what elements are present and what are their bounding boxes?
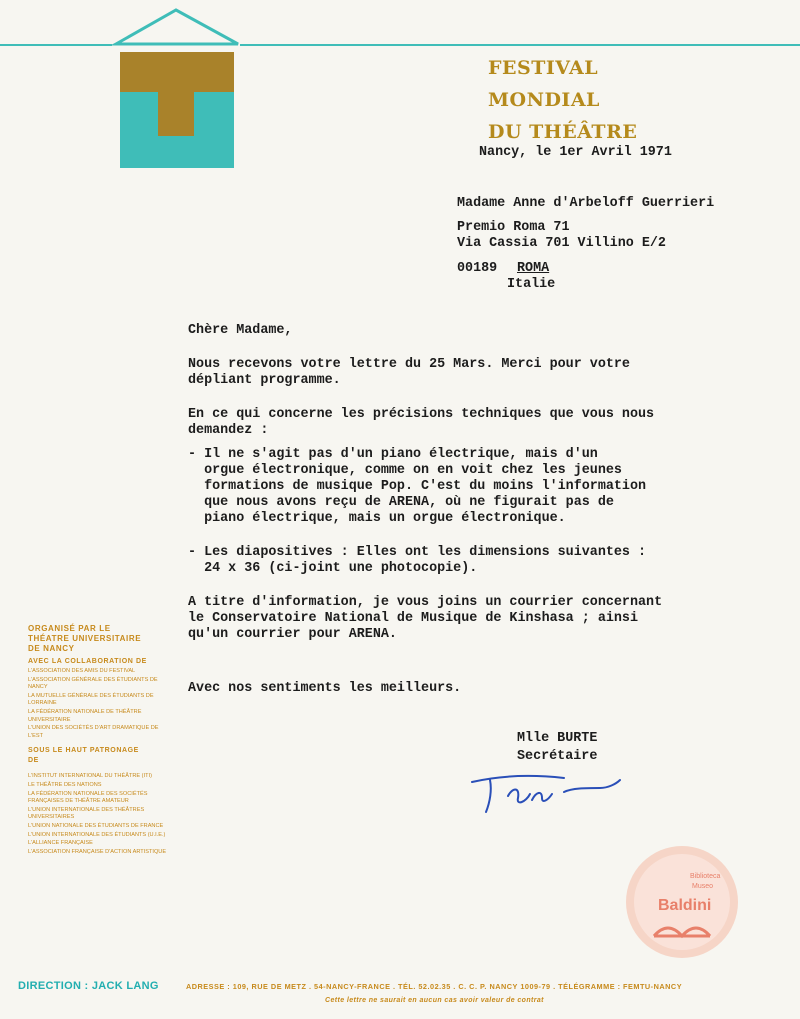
handwritten-signature	[468, 766, 628, 822]
brand-line-2: MONDIAL	[488, 89, 600, 111]
sidebar-patron-item: L'ASSOCIATION FRANÇAISE D'ACTION ARTISTIQUE	[28, 848, 167, 855]
recipient-city: ROMA	[517, 261, 550, 276]
sidebar-title-organised-2: THÉATRE UNIVERSITAIRE	[28, 634, 142, 643]
sidebar-collab-item: LA MUTUELLE GÉNÉRALE DES ÉTUDIANTS DE LORRAINE	[28, 692, 154, 707]
brand-line-1: FESTIVAL	[488, 57, 599, 79]
recipient-postal: 00189	[457, 261, 498, 276]
bullet1-line1: - Il ne s'agit pas d'un piano électrique, mais d'un	[188, 447, 598, 462]
sidebar-patron-item: L'ALLIANCE FRANÇAISE	[28, 840, 93, 847]
paragraph1-line1: Nous recevons votre lettre du 25 Mars. Merci pour votre	[188, 357, 630, 372]
closing: Avec nos sentiments les meilleurs.	[188, 681, 462, 696]
paragraph2-line2: demandez :	[188, 423, 269, 438]
recipient-org: Premio Roma 71	[457, 220, 570, 235]
sidebar-patron-item: L'UNION INTERNATIONALE DES THÉÂTRES UNIVERSITAIRES	[28, 806, 145, 821]
letter-date: Nancy, le 1er Avril 1971	[479, 145, 672, 160]
paragraph3-line3: qu'un courrier pour ARENA.	[188, 627, 397, 642]
bullet1-line5: piano électrique, mais un orgue électronique.	[188, 511, 566, 526]
salutation: Chère Madame,	[188, 323, 293, 338]
paragraph1-line2: dépliant programme.	[188, 373, 341, 388]
header-rule-right	[240, 44, 800, 46]
sidebar-title-patronage-1: SOUS LE HAUT PATRONAGE	[28, 747, 139, 755]
sidebar-patron-item: LA FÉDÉRATION NATIONALE DES SOCIÉTÉS FRANÇAISES DE THÉÂTRE AMATEUR	[28, 790, 148, 805]
bullet1-line4: que nous avons reçu de ARENA, où ne figurait pas de	[188, 495, 614, 510]
stamp-label-small-2: Museo	[692, 883, 714, 890]
sidebar-title-organised-3: DE NANCY	[28, 644, 75, 653]
sidebar-patron-item: LE THÉÂTRE DES NATIONS	[28, 781, 102, 788]
signatory-title: Secrétaire	[517, 749, 598, 764]
sidebar-collab-item: L'UNION DES SOCIÉTÉS D'ART DRAMATIQUE DE L'EST	[28, 725, 159, 739]
signatory-name: Mlle BURTE	[517, 731, 598, 746]
sidebar-title-organised-1: ORGANISÉ PAR LE	[28, 624, 111, 633]
brand-line-3: DU THÉÂTRE	[488, 121, 638, 143]
library-stamp-logo	[620, 840, 744, 964]
recipient-name: Madame Anne d'Arbeloff Guerrieri	[457, 196, 715, 211]
sidebar-collab-item: L'ASSOCIATION DES AMIS DU FESTIVAL	[28, 668, 136, 674]
recipient-street: Via Cassia 701 Villino E/2	[457, 236, 666, 251]
bullet1-line2: orgue électronique, comme on en voit chez les jeunes	[188, 463, 622, 478]
sidebar-collab-item: L'ASSOCIATION GÉNÉRALE DES ÉTUDIANTS DE NANCY	[28, 676, 158, 691]
footer-address: ADRESSE : 109, RUE DE METZ . 54-NANCY-FRANCE . TÉL. 52.02.35 . C. C. P. NANCY 1009-79 . TÉLÉGRAMME : FEMTU-NANCY	[186, 982, 683, 991]
sidebar-patron-item: L'UNION NATIONALE DES ÉTUDIANTS DE FRANCE	[28, 822, 164, 829]
sidebar-collab-item: LA FÉDÉRATION NATIONALE DE THÉÂTRE UNIVERSITAIRE	[28, 708, 142, 723]
bullet1-line3: formations de musique Pop. C'est du moins l'information	[188, 479, 647, 494]
bullet2-line2: 24 x 36 (ci-joint une photocopie).	[188, 561, 478, 576]
sidebar-title-patronage-2: DE	[28, 757, 39, 765]
bullet2-line1: - Les diapositives : Elles ont les dimensions suivantes :	[188, 545, 647, 560]
sidebar-title-collaboration: AVEC LA COLLABORATION DE	[28, 658, 147, 665]
paragraph2-line1: En ce qui concerne les précisions techniques que vous nous	[188, 407, 655, 422]
recipient-country: Italie	[507, 277, 556, 292]
footer-disclaimer: Cette lettre ne saurait en aucun cas avoir valeur de contrat	[325, 997, 544, 1004]
header-rule-left	[0, 44, 112, 46]
paragraph3-line1: A titre d'information, je vous joins un courrier concernant	[188, 595, 663, 610]
festival-name	[488, 52, 637, 148]
stamp-label-main: Baldini	[658, 897, 712, 914]
stamp-label-small: Biblioteca	[690, 873, 721, 880]
director-credit: DIRECTION : JACK LANG	[18, 980, 159, 992]
festival-logo	[112, 8, 242, 168]
sidebar-patron-item: L'INSTITUT INTERNATIONAL DU THÉÂTRE (ITI)	[28, 773, 152, 780]
paragraph3-line2: le Conservatoire National de Musique de Kinshasa ; ainsi	[188, 611, 638, 626]
sidebar-organizers	[28, 624, 173, 856]
sidebar-patron-item: L'UNION INTERNATIONALE DES ÉTUDIANTS (U.I.E.)	[28, 831, 166, 838]
